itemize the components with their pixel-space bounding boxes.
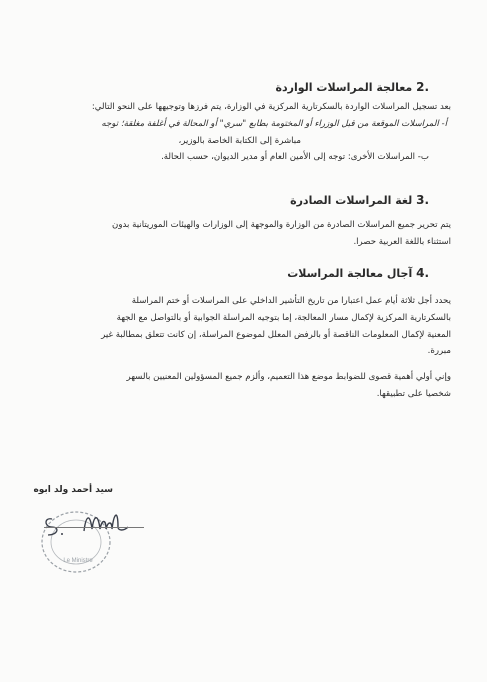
section-2-intro: بعد تسجيل المراسلات الواردة بالسكرتارية المركزية في الوزارة، يتم فرزها وتوجيهها على النحو التالي: xyxy=(91,102,451,112)
section-3-heading xyxy=(290,193,429,207)
stamp-label: Le Ministre xyxy=(63,558,93,564)
section-4-line-2: بالسكرتارية المركزية لإكمال مسار المعالجة، إما بتوجيه المراسلة الجوابية أو بالتواصل مع الجهة xyxy=(116,313,451,323)
section-4-line-4: مبررة. xyxy=(427,346,451,356)
section-3-body-line-1: يتم تحرير جميع المراسلات الصادرة من الوزارة والموجهة إلى الوزارات والهيئات الموريتانية بدون xyxy=(112,220,451,230)
closing-line-1: وإني أولي أهمية قصوى للضوابط موضع هذا التعميم، وألزم جميع المسؤولين المعنيين بالسهر xyxy=(126,372,451,382)
handwritten-signature xyxy=(40,505,150,545)
section-title: لغة المراسلات الصادرة xyxy=(290,194,413,207)
section-2-item-a: أ- المراسلات الموقعة من قبل الوزراء أو المختومة بطابع "سري" أو المحالة في أغلفة مغلقة؛ توجه xyxy=(101,119,447,129)
signature-line xyxy=(44,527,144,528)
section-2-item-a-continued: مباشرة إلى الكتابة الخاصة بالوزير، xyxy=(178,136,301,146)
section-4-heading xyxy=(287,266,429,280)
closing-line-2: شخصيا على تطبيقها. xyxy=(376,389,451,399)
section-title: معالجة المراسلات الواردة xyxy=(275,81,413,94)
section-number: .2 xyxy=(416,80,429,94)
section-2-heading xyxy=(276,80,429,94)
section-number: .4 xyxy=(416,266,429,280)
section-number: .3 xyxy=(416,193,429,207)
section-4-line-3: المعنية لإكمال المعلومات الناقصة أو بالرفض المعلل لموضوع المراسلة، إن كانت تتعلق بمطالبة غير xyxy=(101,330,451,340)
signatory-name: سيد أحمد ولد ابوه xyxy=(33,485,113,495)
section-2-item-b: ب- المراسلات الأخرى: توجه إلى الأمين العام أو مدير الديوان، حسب الحالة. xyxy=(161,152,429,162)
section-title: آجال معالجة المراسلات xyxy=(287,267,413,280)
section-4-line-1: يحدد أجل ثلاثة أيام عمل اعتبارا من تاريخ التأشير الداخلي على المراسلات أو ختم المراسلة xyxy=(131,296,451,306)
section-3-body-line-2: استثناء باللغة العربية حصرا. xyxy=(353,237,451,247)
